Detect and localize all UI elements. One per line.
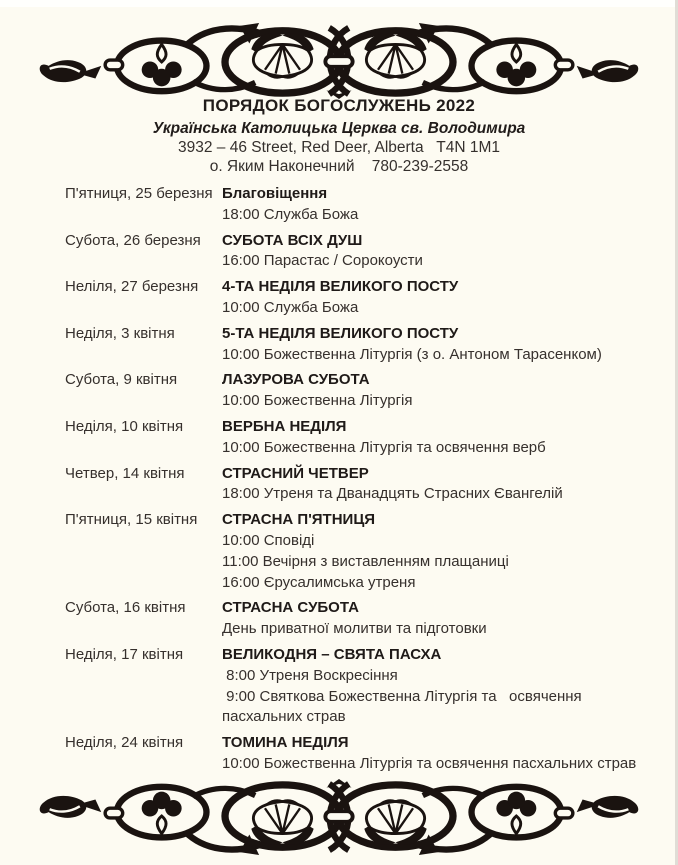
page-title: ПОРЯДОК БОГОСЛУЖЕНЬ 2022: [202, 96, 476, 115]
floral-ornament-bottom-icon: [30, 779, 648, 855]
event-detail-line: День приватної молитви та підготовки: [222, 620, 487, 638]
schedule-date: Неділя, 10 квітня: [65, 417, 184, 435]
church-name: Українська Католицька Церква св. Володимира: [152, 120, 526, 137]
event-detail-line: 18:00 Служба Божа: [222, 205, 359, 223]
event-detail-line: пасхальних страв: [222, 708, 346, 726]
schedule-date: Неділя, 17 квітня: [65, 645, 184, 663]
event-detail-line: 10:00 Божественна Літургія: [222, 392, 413, 410]
schedule-event: [222, 645, 660, 728]
schedule-row: [65, 324, 660, 366]
schedule-date: Неліля, 27 березня: [65, 278, 199, 296]
event-detail-line: 10:00 Служба Божа: [222, 298, 359, 316]
schedule-event: [222, 277, 660, 319]
schedule-date: Неділя, 3 квітня: [65, 324, 175, 342]
schedule-row: [65, 277, 660, 319]
pastor-line: о. Яким Наконечний 780-239-2558: [209, 158, 469, 175]
schedule-date: Четвер, 14 квітня: [65, 464, 185, 482]
schedule-event: [222, 370, 660, 412]
event-detail-line: 8:00 Утреня Воскресіння: [222, 666, 398, 684]
schedule-date: Субота, 16 квітня: [65, 599, 186, 617]
schedule-row: [65, 645, 660, 728]
event-title: СТРАСНА СУБОТА: [222, 599, 359, 617]
schedule-date: Субота, 9 квітня: [65, 371, 178, 389]
event-title: ЛАЗУРОВА СУБОТА: [222, 371, 370, 389]
schedule-event: [222, 184, 660, 226]
schedule-row: [65, 598, 660, 640]
event-title: 5-ТА НЕДІЛЯ ВЕЛИКОГО ПОСТУ: [222, 324, 459, 342]
schedule-row: [65, 464, 660, 506]
event-title: СТРАСНИЙ ЧЕТВЕР: [222, 464, 369, 482]
schedule-date: Субота, 26 березня: [65, 231, 201, 249]
schedule-row: [65, 733, 660, 775]
scan-edge-highlight: [0, 0, 678, 7]
schedule-row: [65, 231, 660, 273]
address-line: 3932 – 46 Street, Red Deer, Alberta T4N 1M1: [178, 139, 500, 156]
event-detail-line: 16:00 Парастас / Сорокоусти: [222, 252, 423, 270]
schedule-date: П'ятниця, 25 березня: [65, 185, 213, 202]
event-detail-line: 10:00 Божественна Літургія та освячення верб: [222, 438, 546, 456]
service-schedule: [65, 184, 660, 780]
event-detail-line: 10:00 Божественна Літургія (з о. Антоном Тарасенком): [222, 345, 602, 363]
schedule-event: [222, 733, 660, 775]
schedule-event: [222, 464, 660, 506]
schedule-event: [222, 231, 660, 273]
floral-ornament-top-icon: [30, 23, 648, 99]
schedule-event: [222, 598, 660, 640]
event-title: ВЕРБНА НЕДІЛЯ: [222, 417, 347, 435]
event-title: ТОМИНА НЕДІЛЯ: [222, 734, 349, 752]
event-detail-line: 18:00 Утреня та Дванадцять Страсних Євангелій: [222, 485, 563, 503]
schedule-row: [65, 184, 660, 226]
schedule-date: Неділя, 24 квітня: [65, 734, 184, 752]
event-detail-line: 9:00 Святкова Божественна Літургія та освячення: [222, 687, 582, 705]
event-detail-line: 11:00 Вечірня з виставленням плащаниці: [222, 552, 509, 570]
schedule-event: [222, 417, 660, 459]
schedule-row: [65, 417, 660, 459]
event-detail-line: 10:00 Сповіді: [222, 531, 315, 549]
event-detail-line: 16:00 Єрусалимська утреня: [222, 573, 416, 591]
event-detail-line: 10:00 Божественна Літургія та освячення пасхальних страв: [222, 754, 637, 772]
schedule-date: П'ятниця, 15 квітня: [65, 511, 198, 529]
schedule-event: [222, 510, 660, 593]
document-header: [0, 96, 678, 176]
schedule-row: [65, 370, 660, 412]
event-title: 4-ТА НЕДІЛЯ ВЕЛИКОГО ПОСТУ: [222, 278, 459, 296]
event-title: СТРАСНА П'ЯТНИЦЯ: [222, 511, 376, 529]
event-title: Благовіщення: [222, 185, 328, 202]
schedule-event: [222, 324, 660, 366]
schedule-row: [65, 510, 660, 593]
event-title: СУБОТА ВСІХ ДУШ: [222, 231, 363, 249]
event-title: ВЕЛИКОДНЯ – СВЯТА ПАСХА: [222, 645, 442, 663]
